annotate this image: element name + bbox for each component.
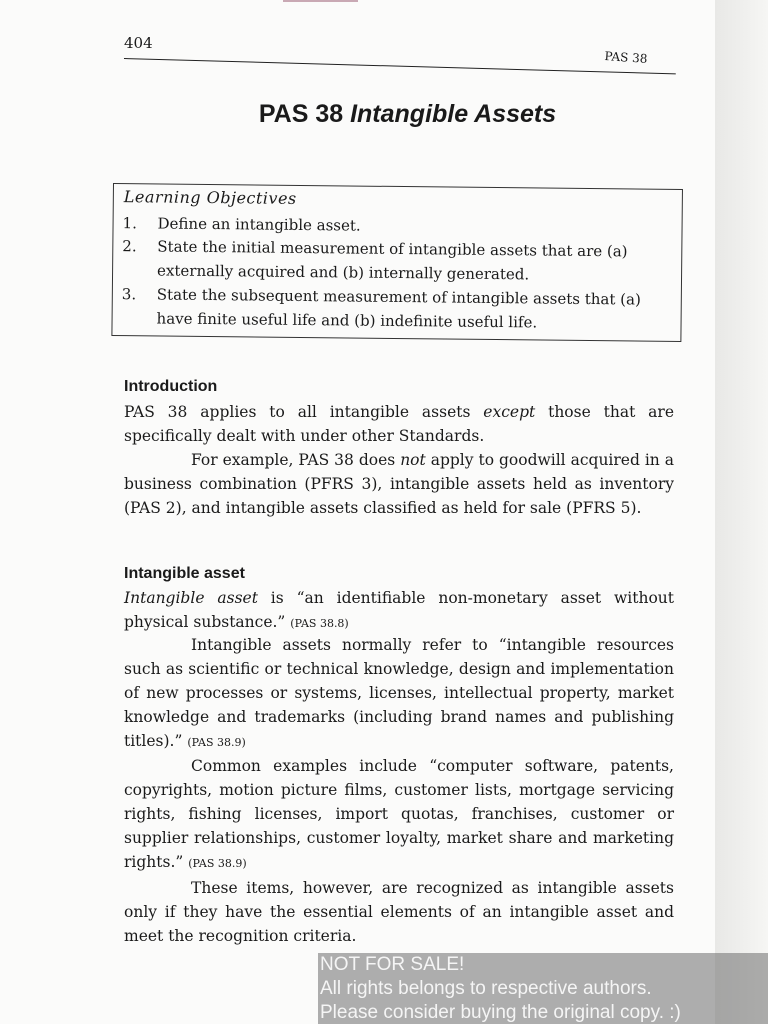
text-run: PAS 38 applies to all intangible assets — [124, 403, 484, 421]
text-run: For example, PAS 38 does — [191, 451, 401, 469]
watermark-banner — [318, 953, 768, 1024]
examples-paragraph — [124, 754, 674, 876]
intangible-resources-paragraph — [124, 633, 674, 755]
objective-text: Define an intangible asset. — [157, 214, 361, 235]
watermark-line-3: Please consider buying the original copy. :) — [320, 1002, 681, 1023]
page-number: 404 — [124, 34, 153, 52]
recognition-paragraph — [124, 876, 674, 948]
header-rule — [124, 58, 676, 74]
intangible-asset-heading: Intangible asset — [124, 565, 245, 582]
reference-citation: (PAS 38.9) — [187, 736, 246, 749]
objective-text: State the subsequent measurement of intangible assets that (a) have finite useful life and (b) indefinite useful life. — [156, 285, 641, 332]
text-run: Common examples include “computer software, patents, copyrights, motion picture films, customer lists, mortgage servicing rights, fishing licenses, import quotas, franchises, customer or supplier relationships, customer loyalty, market share and marketing rights.” — [124, 757, 674, 871]
objective-number: 2. — [122, 237, 137, 256]
top-edge-mark — [283, 0, 358, 2]
reference-citation: (PAS 38.8) — [290, 617, 349, 630]
learning-objectives-box — [111, 183, 683, 342]
definition-paragraph — [124, 586, 674, 636]
text-run: apply to goodwill acquired in a business combination (PFRS 3), intangible assets held as inventory (PAS 2), and intangible assets classified as held for sale (PFRS 5). — [124, 451, 674, 517]
page-edge-shadow — [715, 0, 768, 1024]
reference-citation: (PAS 38.9) — [188, 857, 247, 870]
text-run: those that are specifically dealt with under other Standards. — [124, 403, 674, 445]
title-prefix: PAS 38 — [258, 100, 351, 128]
learning-objectives-heading: Learning Objectives — [123, 187, 297, 208]
objective-number: 3. — [121, 285, 137, 304]
introduction-heading: Introduction — [124, 378, 218, 395]
defined-term: Intangible asset — [124, 589, 258, 607]
text-run: These items, however, are recognized as intangible assets only if they have the essential elements of an intangible asset and meet the recognition criteria. — [124, 879, 674, 945]
watermark-line-2: All rights belongs to respective authors. — [320, 978, 652, 999]
title-italic: Intangible Assets — [350, 100, 557, 128]
objective-number: 1. — [122, 214, 137, 233]
introduction-paragraph-1 — [124, 400, 674, 448]
watermark-line-1: NOT FOR SALE! — [320, 954, 465, 975]
emphasis-except: except — [483, 403, 536, 421]
page-title — [0, 100, 768, 129]
text-run: Intangible assets normally refer to “intangible resources such as scientific or technical knowledge, design and implementation of new processes or systems, licenses, intellectual property, market knowledge and trademarks (including brand names and publishing titles).” — [124, 636, 674, 750]
emphasis-not: not — [400, 451, 426, 469]
text-run: is “an identifiable non-monetary asset without physical substance.” — [124, 589, 674, 631]
objective-text: State the initial measurement of intangible assets that are (a) externally acquired and (b) internally generated. — [156, 237, 628, 284]
introduction-paragraph-2 — [124, 448, 674, 520]
running-head: PAS 38 — [604, 49, 648, 66]
